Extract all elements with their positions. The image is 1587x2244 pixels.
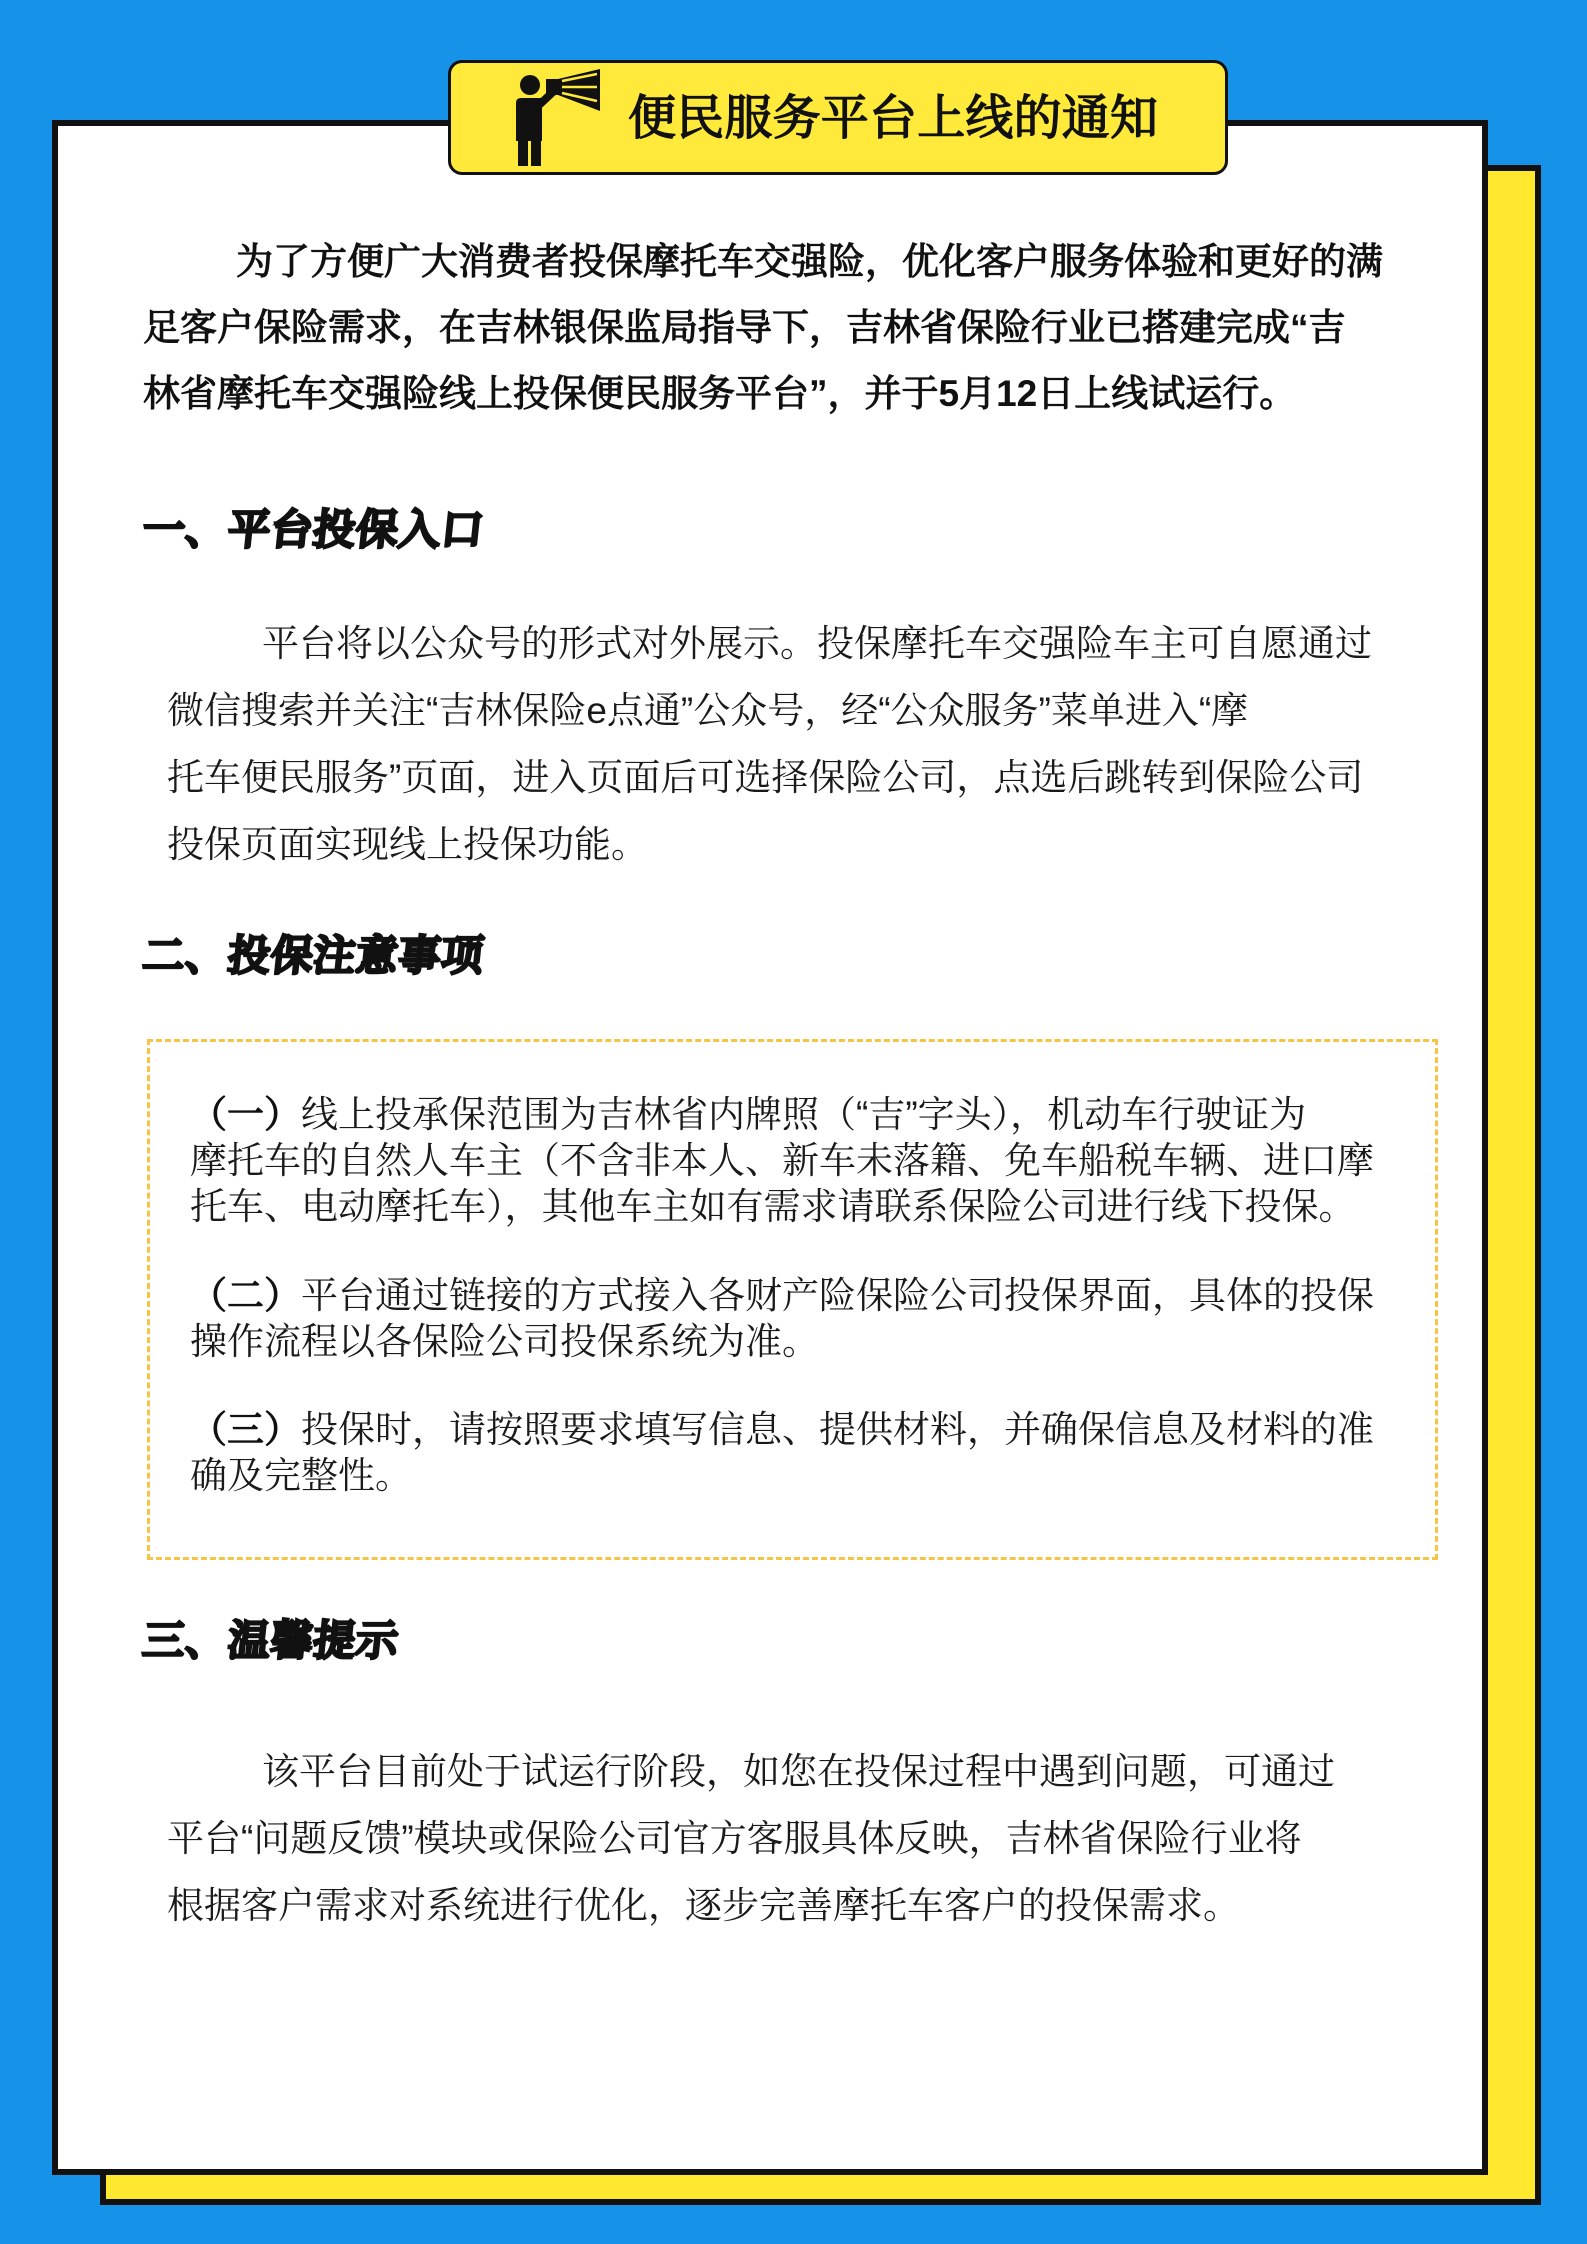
notes-item-text: 平台通过链接的方式接入各财产险保险公司投保界面，具体的投保 [301, 1275, 1374, 1316]
section-heading-tips: 三、温馨提示 [140, 1617, 402, 1664]
section-heading-notes: 二、投保注意事项 [140, 932, 487, 979]
intro-line: 足客户保险需求，在吉林银保监局指导下，吉林省保险行业已搭建完成“吉 [143, 307, 1346, 348]
notes-item-line [190, 1092, 1430, 1138]
tips-line: 根据客户需求对系统进行优化，逐步完善摩托车客户的投保需求。 [167, 1885, 1240, 1926]
notes-item-label: （三） [190, 1409, 301, 1450]
notes-item-line [190, 1407, 1430, 1453]
intro-line: 为了方便广大消费者投保摩托车交强险，优化客户服务体验和更好的满 [236, 241, 1383, 282]
notes-item-text: 线上投承保范围为吉林省内牌照（“吉”字头），机动车行驶证为 [301, 1094, 1307, 1135]
tips-paragraph [167, 1738, 1457, 1939]
notes-item-text: 投保时，请按照要求填写信息、提供材料，并确保信息及材料的准 [301, 1409, 1374, 1450]
entry-line: 平台将以公众号的形式对外展示。投保摩托车交强险车主可自愿通过 [262, 623, 1372, 664]
notes-item [190, 1092, 1430, 1230]
tips-line: 平台“问题反馈”模块或保险公司官方客服具体反映，吉林省保险行业将 [167, 1818, 1302, 1859]
intro-line: 林省摩托车交强险线上投保便民服务平台”，并于5月12日上线试运行。 [143, 373, 1297, 414]
notes-item-line: 操作流程以各保险公司投保系统为准。 [190, 1321, 819, 1362]
page-title: 便民服务平台上线的通知 [628, 92, 1159, 145]
notes-item-line: 托车、电动摩托车），其他车主如有需求请联系保险公司进行线下投保。 [190, 1186, 1356, 1227]
entry-line: 投保页面实现线上投保功能。 [167, 824, 648, 865]
notes-item-line [190, 1273, 1430, 1319]
intro-paragraph [143, 229, 1463, 427]
tips-line: 该平台目前处于试运行阶段，如您在投保过程中遇到问题，可通过 [262, 1751, 1335, 1792]
notes-item-line: 确及完整性。 [190, 1455, 412, 1496]
notes-item-line: 摩托车的自然人车主（不含非本人、新车未落籍、免车船税车辆、进口摩 [190, 1140, 1374, 1181]
entry-line: 微信搜索并关注“吉林保险e点通”公众号，经“公众服务”菜单进入“摩 [167, 690, 1249, 731]
notes-item-label: （二） [190, 1275, 301, 1316]
entry-line: 托车便民服务”页面，进入页面后可选择保险公司，点选后跳转到保险公司 [167, 757, 1364, 798]
notes-item-label: （一） [190, 1094, 301, 1135]
section-heading-entry: 一、平台投保入口 [140, 506, 487, 553]
notes-item [190, 1273, 1430, 1365]
megaphone-person-icon [512, 69, 602, 166]
entry-paragraph [167, 610, 1457, 878]
notes-item [190, 1407, 1430, 1499]
